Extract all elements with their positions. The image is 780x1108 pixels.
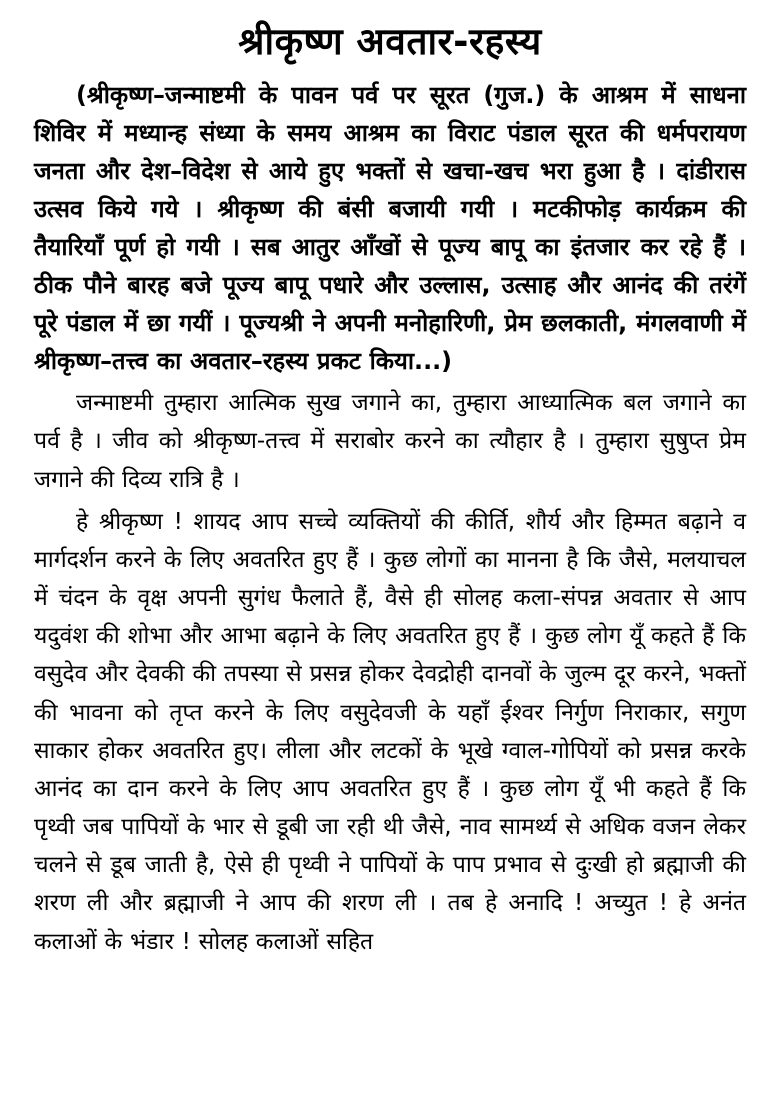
- paragraph-intro: (श्रीकृष्ण–जन्माष्टमी के पावन पर्व पर सूरत (गुज.) के आश्रम में साधना शिविर में मध्यान्ह संध्या के समय आश्रम का विराट पंडाल सूरत की धर्मपरायण जनता और देश–विदेश से आये हुए भक्तों से खचा-खच भरा हुआ है । दांडीरास उत्सव किये गये । श्रीकृष्ण की बंसी बजायी गयी । मटकीफोड़ कार्यक्रम की तैयारियाँ पूर्ण हो गयी । सब आतुर आँखों से पूज्य बापू का इंतजार कर रहे हैं । ठीक पौने बारह बजे पूज्य बापू पधारे और उल्लास, उत्साह और आनंद की तरंगें पूरे पंडाल में छा गयीं । पूज्यश्री ने अपनी मनोहारिणी, प्रेम छलकाती, मंगलवाणी में श्रीकृष्ण–तत्त्व का अवतार–रहस्य प्रकट किया...): [34, 80, 746, 376]
- page-title: श्रीकृष्ण अवतार-रहस्य: [238, 20, 542, 63]
- paragraph-body-1: जन्माष्टमी तुम्हारा आत्मिक सुख जगाने का, तुम्हारा आध्यात्मिक बल जगाने का पर्व है । जीव को श्रीकृष्ण-तत्त्व में सराबोर करने का त्यौहार है । तुम्हारा सुषुप्त प्रेम जगाने की दिव्य रात्रि है ।: [34, 390, 746, 493]
- paragraph-body-2: हे श्रीकृष्ण ! शायद आप सच्चे व्यक्तियों की कीर्ति, शौर्य और हिम्मत बढ़ाने व मार्गदर्शन करने के लिए अवतरित हुए हैं । कुछ लोगों का मानना है कि जैसे, मलयाचल में चंदन के वृक्ष अपनी सुगंध फैलाते हैं, वैसे ही सोलह कला-संपन्न अवतार से आप यदुवंश की शोभा और आभा बढ़ाने के लिए अवतरित हुए हैं । कुछ लोग यूँ कहते हैं कि वसुदेव और देवकी की तपस्या से प्रसन्न होकर देवद्रोही दानवों के जुल्म दूर करने, भक्तों की भावना को तृप्त करने के लिए वसुदेवजी के यहाँ ईश्वर निर्गुण निराकार, सगुण साकार होकर अवतरित हुए। लीला और लटकों के भूखे ग्वाल-गोपियों को प्रसन्न करके आनंद का दान करने के लिए आप अवतरित हुए हैं । कुछ लोग यूँ भी कहते हैं कि पृथ्वी जब पापियों के भार से डूबी जा रही थी जैसे, नाव सामर्थ्य से अधिक वजन लेकर चलने से डूब जाती है, ऐसे ही पृथ्वी ने पापियों के पाप प्रभाव से दुःखी हो ब्रह्माजी की शरण ली और ब्रह्माजी ने आप की शरण ली । तब हे अनादि ! अच्युत ! हे अनंत कलाओं के भंडार ! सोलह कलाओं सहित: [34, 508, 746, 955]
